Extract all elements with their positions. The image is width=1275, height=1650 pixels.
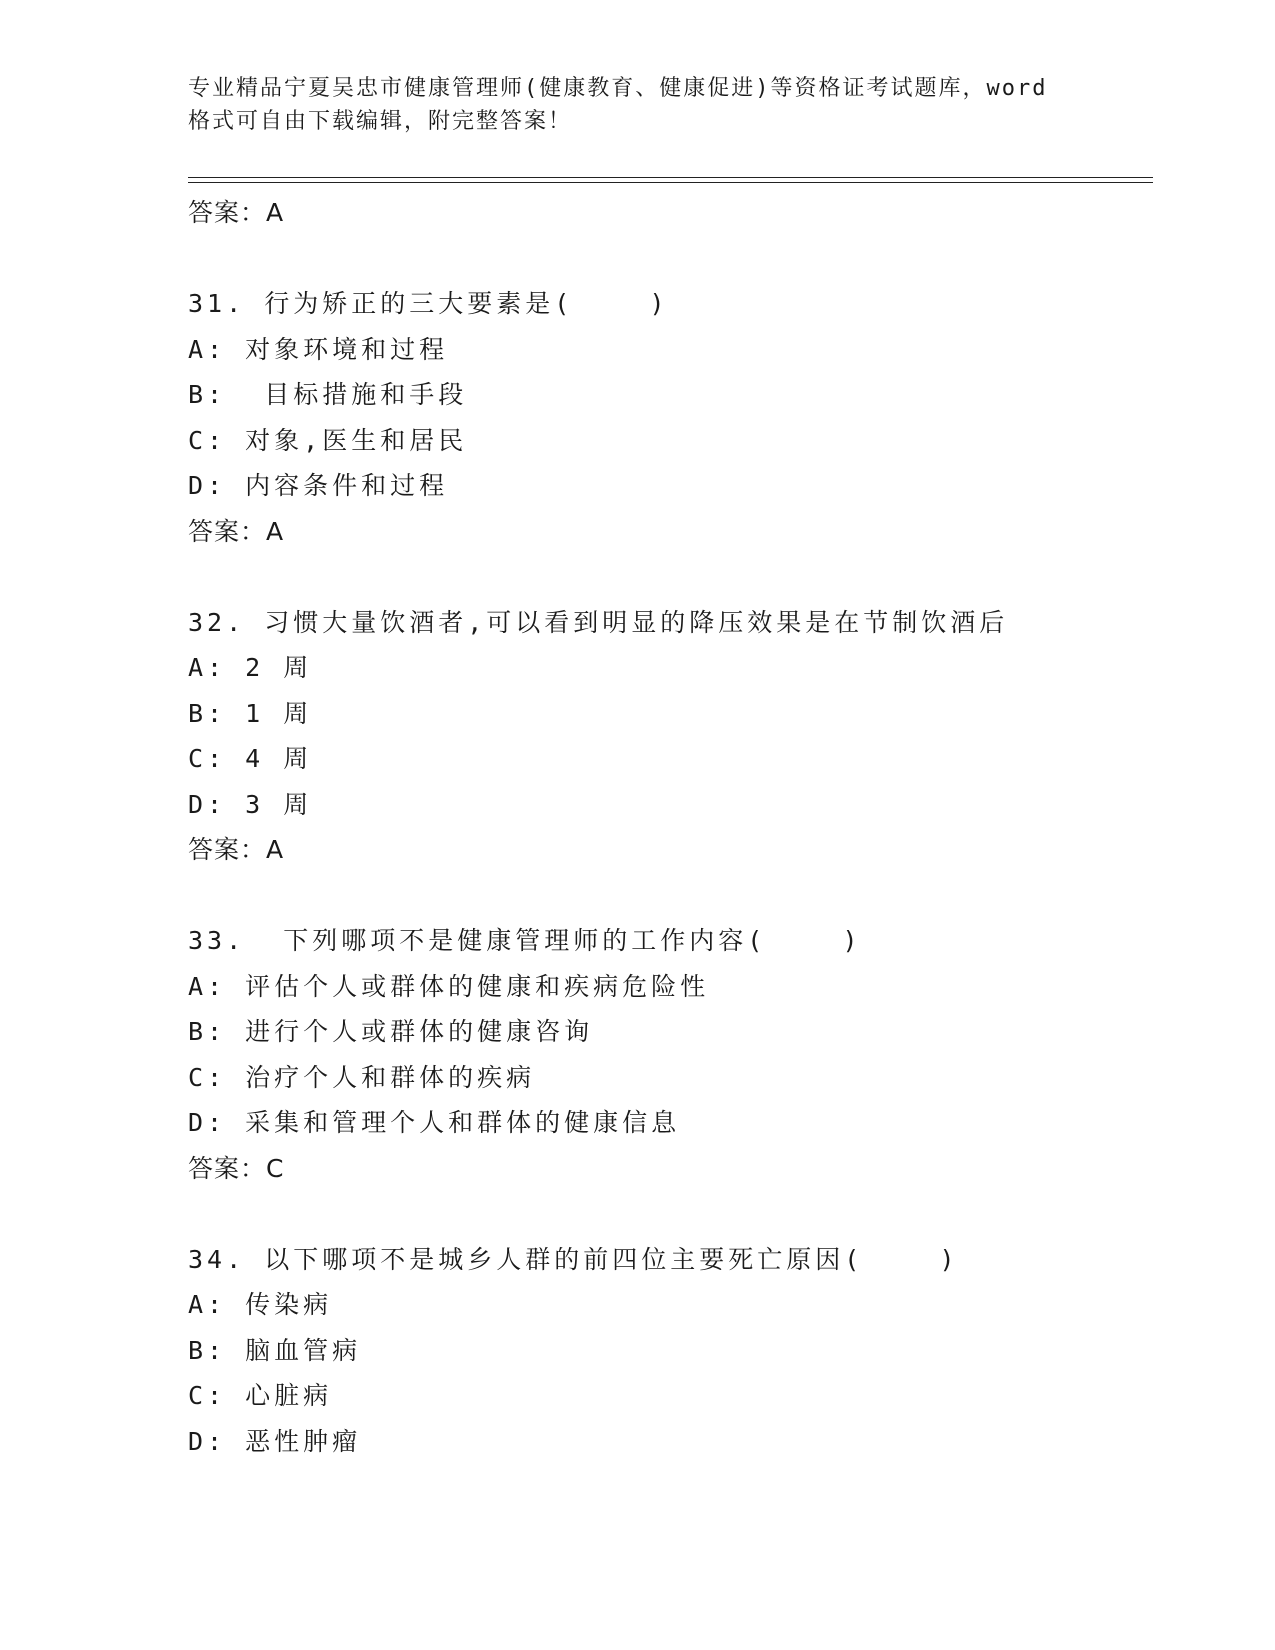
option-c: C: 治疗个人和群体的疾病 (188, 1062, 536, 1092)
document-header (188, 72, 1068, 138)
answer-line: 答案：A (188, 198, 285, 227)
answer-line: 答案：C (188, 1153, 285, 1183)
question-stem: 34. 以下哪项不是城乡人群的前四位主要死亡原因( ) (188, 1244, 959, 1274)
header-rule-top (188, 177, 1153, 178)
spacer (188, 235, 1148, 281)
spacer (188, 872, 1148, 918)
spacer (188, 554, 1148, 600)
option-d: D: 采集和管理个人和群体的健康信息 (188, 1108, 681, 1137)
question-stem: 31. 行为矫正的三大要素是( ) (188, 289, 669, 318)
question-block (188, 918, 1148, 1191)
answer-line: 答案：A (188, 835, 285, 864)
question-list (188, 190, 1148, 1464)
option-c: C: 4 周 (188, 744, 313, 773)
option-d: D: 内容条件和过程 (188, 471, 449, 500)
option-d: D: 3 周 (188, 789, 313, 819)
option-b: B: 脑血管病 (188, 1335, 362, 1365)
question-stem: 32. 习惯大量饮酒者,可以看到明显的降压效果是在节制饮酒后 (188, 607, 1009, 637)
question-block (188, 600, 1148, 873)
option-d: D: 恶性肿瘤 (188, 1426, 362, 1456)
question-block (188, 1237, 1148, 1465)
header-line-2: 格式可自由下载编辑，附完整答案！ (188, 109, 573, 134)
option-a: A: 对象环境和过程 (188, 334, 449, 364)
question-stem: 33. 下列哪项不是健康管理师的工作内容( ) (188, 926, 862, 955)
option-b: B: 目标措施和手段 (188, 380, 468, 409)
option-c: C: 对象,医生和居民 (188, 425, 468, 455)
option-a: A: 2 周 (188, 653, 313, 682)
option-c: C: 心脏病 (188, 1381, 333, 1410)
answer-line: 答案：A (188, 516, 285, 546)
header-rule-bottom (188, 182, 1153, 183)
header-line-1: 专业精品宁夏吴忠市健康管理师(健康教育、健康促进)等资格证考试题库，word (188, 76, 1048, 101)
option-a: A: 传染病 (188, 1290, 333, 1319)
option-b: B: 进行个人或群体的健康咨询 (188, 1017, 594, 1046)
question-block (188, 281, 1148, 554)
option-b: B: 1 周 (188, 698, 313, 728)
option-a: A: 评估个人或群体的健康和疾病危险性 (188, 971, 710, 1001)
spacer (188, 1191, 1148, 1237)
